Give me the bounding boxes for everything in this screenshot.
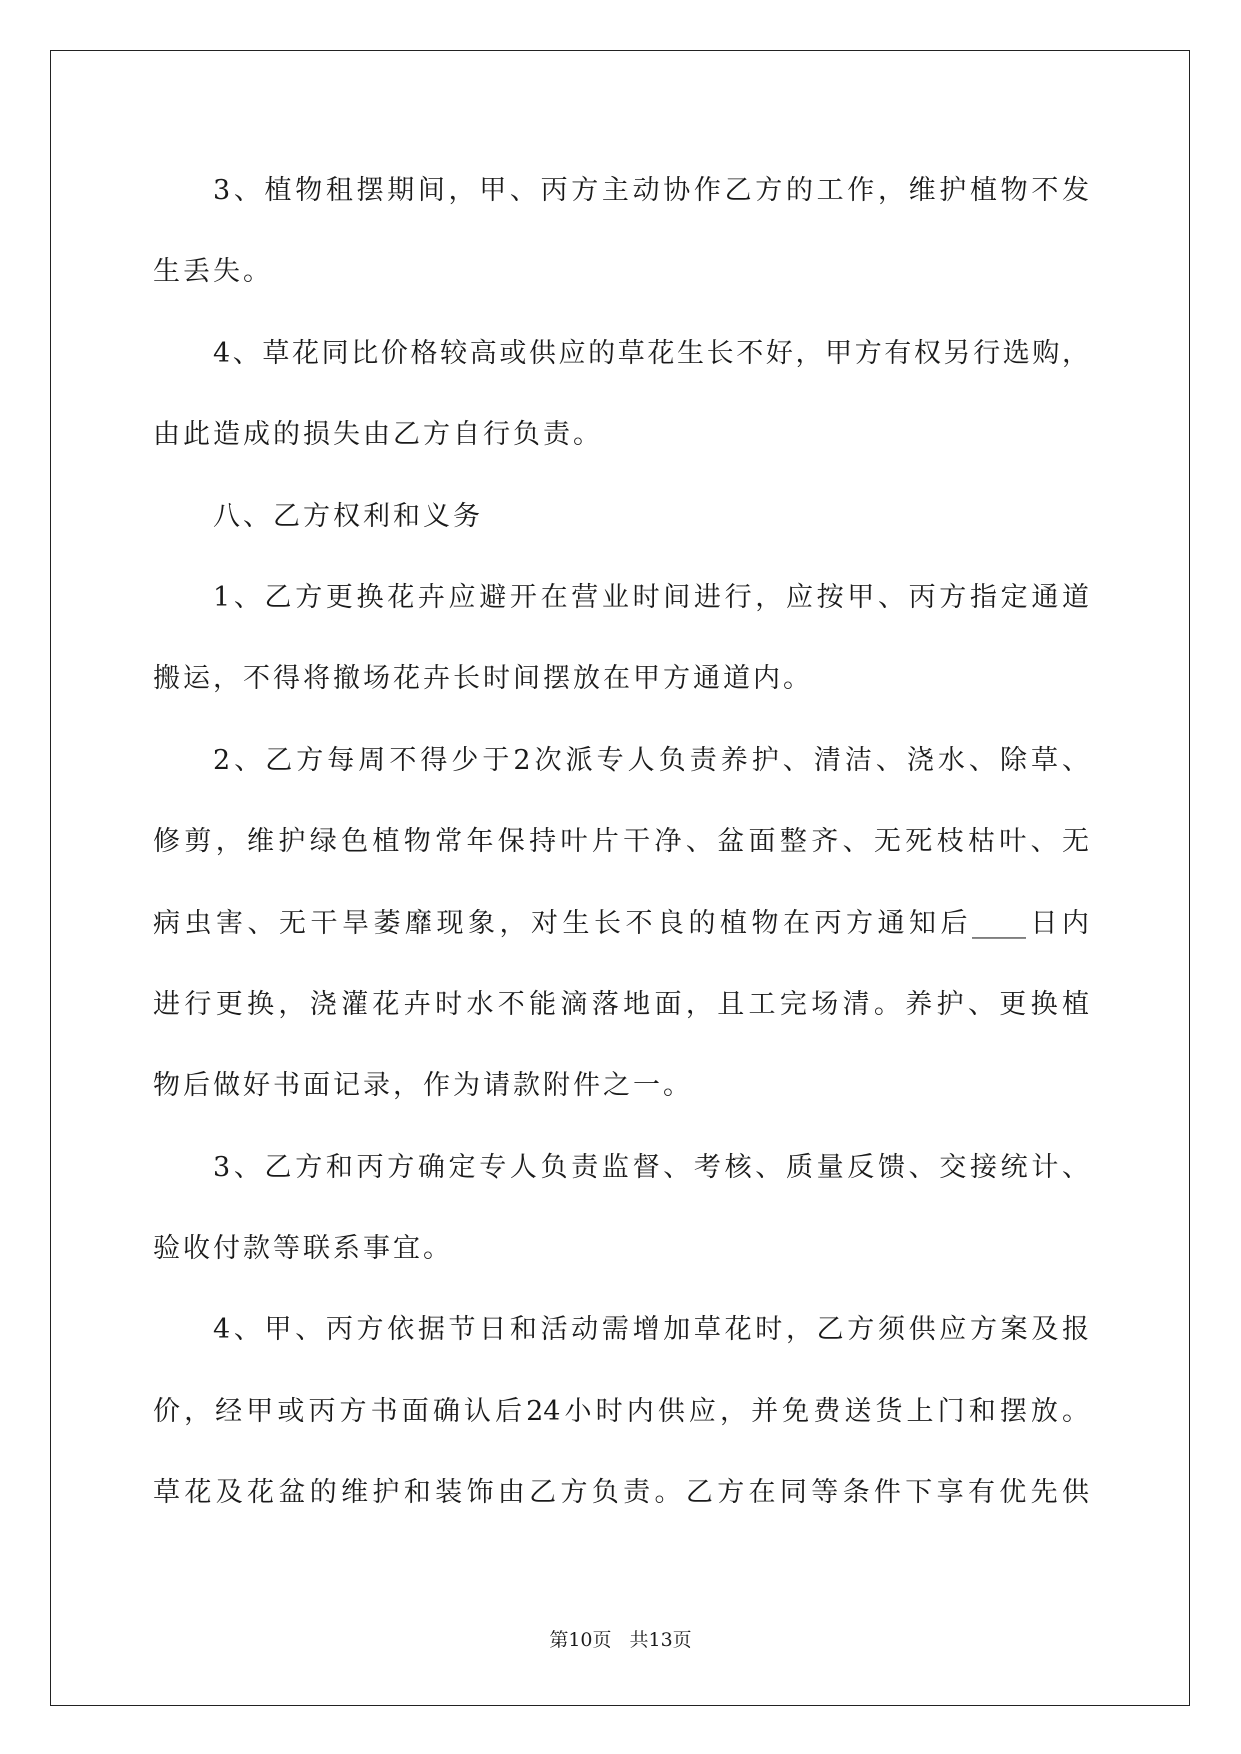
- section-heading-text: 八、乙方权利和义务: [213, 500, 483, 532]
- text-line: 3、植物租摆期间，甲、丙方主动协作乙方的工作，维护植物不发: [213, 175, 1089, 206]
- paragraph: [153, 150, 1089, 313]
- text-line: 由此造成的损失由乙方自行负责。: [153, 419, 603, 451]
- text-line: 生丢失。: [153, 256, 273, 288]
- text-line: 物后做好书面记录，作为请款附件之一。: [153, 1070, 693, 1102]
- document-body: [153, 150, 1089, 1534]
- text-line: 验收付款等联系事宜。: [153, 1233, 453, 1265]
- section-heading: [153, 476, 1089, 557]
- text-line: 3、乙方和丙方确定专人负责监督、考核、质量反馈、交接统计、: [213, 1151, 1089, 1183]
- text-line: 搬运，不得将撤场花卉长时间摆放在甲方通道内。: [153, 663, 813, 695]
- text-line: 修剪，维护绿色植物常年保持叶片干净、盆面整齐、无死枝枯叶、无: [153, 826, 1089, 858]
- page-total: 共13页: [629, 1629, 692, 1651]
- page-footer: [0, 1626, 1241, 1654]
- text-line: 价，经甲或丙方书面确认后24小时内供应，并免费送货上门和摆放。: [153, 1395, 1089, 1427]
- text-line: 4、草花同比价格较高或供应的草花生长不好，甲方有权另行选购，: [213, 337, 1089, 369]
- page-number: 第10页: [549, 1629, 612, 1651]
- text-line: 进行更换，浇灌花卉时水不能滴落地面，且工完场清。养护、更换植: [153, 988, 1089, 1020]
- text-line: 病虫害、无干旱萎靡现象，对生长不良的植物在丙方通知后____日内: [153, 907, 1089, 939]
- paragraph: [153, 1289, 1089, 1533]
- paragraph: [153, 313, 1089, 476]
- text-line: 1、乙方更换花卉应避开在营业时间进行，应按甲、丙方指定通道: [213, 581, 1089, 613]
- paragraph: [153, 557, 1089, 720]
- paragraph: [153, 720, 1089, 1127]
- paragraph: [153, 1127, 1089, 1290]
- text-line: 草花及花盆的维护和装饰由乙方负责。乙方在同等条件下享有优先供: [153, 1477, 1089, 1509]
- text-line: 4、甲、丙方依据节日和活动需增加草花时，乙方须供应方案及报: [213, 1314, 1089, 1346]
- text-line: 2、乙方每周不得少于2次派专人负责养护、清洁、浇水、除草、: [213, 744, 1089, 776]
